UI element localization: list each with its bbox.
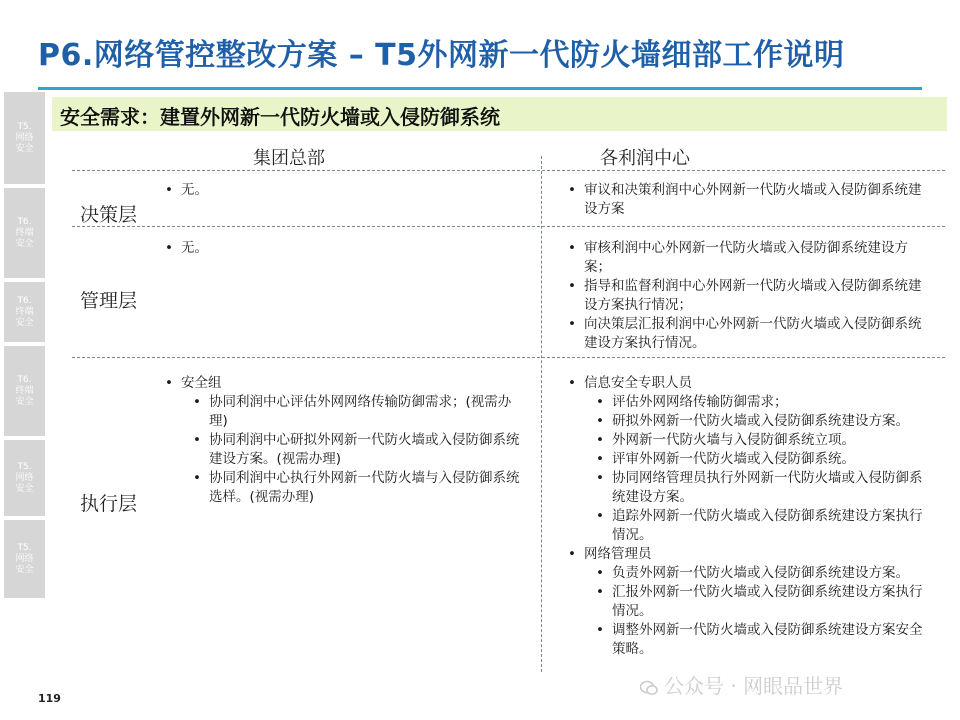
sidebar-tab-label: T6. 终端 安全 — [15, 295, 34, 328]
list-item: • 向决策层汇报利润中心外网新一代防火墙或入侵防御系统建设方案执行情况。 — [566, 315, 926, 353]
sub-list-item: • 协同利润中心执行外网新一代防火墙与入侵防御系统选样。(视需办理) — [163, 469, 525, 507]
row-label-management: 管理层 — [80, 290, 138, 312]
sub-list-item: • 汇报外网新一代防火墙或入侵防御系统建设方案执行情况。 — [566, 583, 928, 621]
sub-list-item: • 协同利润中心研拟外网新一代防火墙或入侵防御系统建设方案。(视需办理) — [163, 431, 525, 469]
cell-management-hq — [163, 239, 523, 258]
sidebar-tab-1[interactable] — [4, 92, 45, 184]
row-label-decision: 决策层 — [80, 204, 138, 226]
column-header-left: 集团总部 — [253, 148, 325, 169]
row-divider — [72, 226, 945, 227]
sub-list-item: • 评估外网网络传输防御需求； — [566, 393, 928, 412]
sub-list-item: • 评审外网新一代防火墙或入侵防御系统。 — [566, 450, 928, 469]
cell-execution-center — [566, 374, 928, 659]
list-item: • 无。 — [163, 181, 523, 200]
sidebar-tab-5[interactable] — [4, 440, 45, 516]
sub-list-item: • 协同利润中心评估外网网络传输防御需求；(视需办理) — [163, 393, 525, 431]
page-title: P6.网络管控整改方案 – T5外网新一代防火墙细部工作说明 — [38, 38, 845, 73]
list-item: • 审核利润中心外网新一代防火墙或入侵防御系统建设方案； — [566, 239, 926, 277]
column-divider — [541, 156, 542, 672]
row-divider — [72, 357, 945, 358]
page-number: 119 — [38, 692, 61, 705]
sub-list-item: • 负责外网新一代防火墙或入侵防御系统建设方案。 — [566, 564, 928, 583]
list-item: • 信息安全专职人员 — [566, 374, 928, 393]
list-item: • 审议和决策利润中心外网新一代防火墙或入侵防御系统建设方案 — [566, 181, 926, 219]
column-header-right: 各利润中心 — [600, 148, 690, 169]
sidebar-tab-label: T6. 终端 安全 — [15, 374, 34, 407]
sub-list-item: • 追踪外网新一代防火墙或入侵防御系统建设方案执行情况。 — [566, 507, 928, 545]
watermark-text: 公众号 · 网眼品世界 — [664, 674, 844, 698]
sidebar-tab-label: T6. 终端 安全 — [15, 216, 34, 249]
cell-decision-hq — [163, 181, 523, 200]
title-divider — [38, 87, 922, 90]
list-item: • 指导和监督利润中心外网新一代防火墙或入侵防御系统建设方案执行情况； — [566, 277, 926, 315]
cell-management-center — [566, 239, 926, 353]
header-divider — [72, 170, 945, 171]
list-item: • 无。 — [163, 239, 523, 258]
watermark — [640, 670, 843, 699]
sidebar-tab-4[interactable] — [4, 346, 45, 436]
list-item: • 安全组 — [163, 374, 525, 393]
sidebar-tab-label: T5. 网络 安全 — [15, 542, 34, 575]
sub-list-item: • 调整外网新一代防火墙或入侵防御系统建设方案安全策略。 — [566, 621, 928, 659]
cell-execution-hq — [163, 374, 525, 507]
list-item: • 网络管理员 — [566, 545, 928, 564]
sidebar-tab-label: T5. 网络 安全 — [15, 121, 34, 154]
wechat-icon — [640, 680, 658, 696]
sub-list-item: • 研拟外网新一代防火墙或入侵防御系统建设方案。 — [566, 412, 928, 431]
cell-decision-center — [566, 181, 926, 219]
sub-list-item: • 外网新一代防火墙与入侵防御系统立项。 — [566, 431, 928, 450]
requirement-text: 安全需求：建置外网新一代防火墙或入侵防御系统 — [60, 105, 500, 129]
sidebar-tab-2[interactable] — [4, 188, 45, 278]
sub-list-item: • 协同网络管理员执行外网新一代防火墙或入侵防御系统建设方案。 — [566, 469, 928, 507]
sidebar-tab-3[interactable] — [4, 282, 45, 342]
row-label-execution: 执行层 — [80, 493, 138, 515]
sidebar-tab-6[interactable] — [4, 520, 45, 598]
sidebar-tab-label: T5. 网络 安全 — [15, 461, 34, 494]
